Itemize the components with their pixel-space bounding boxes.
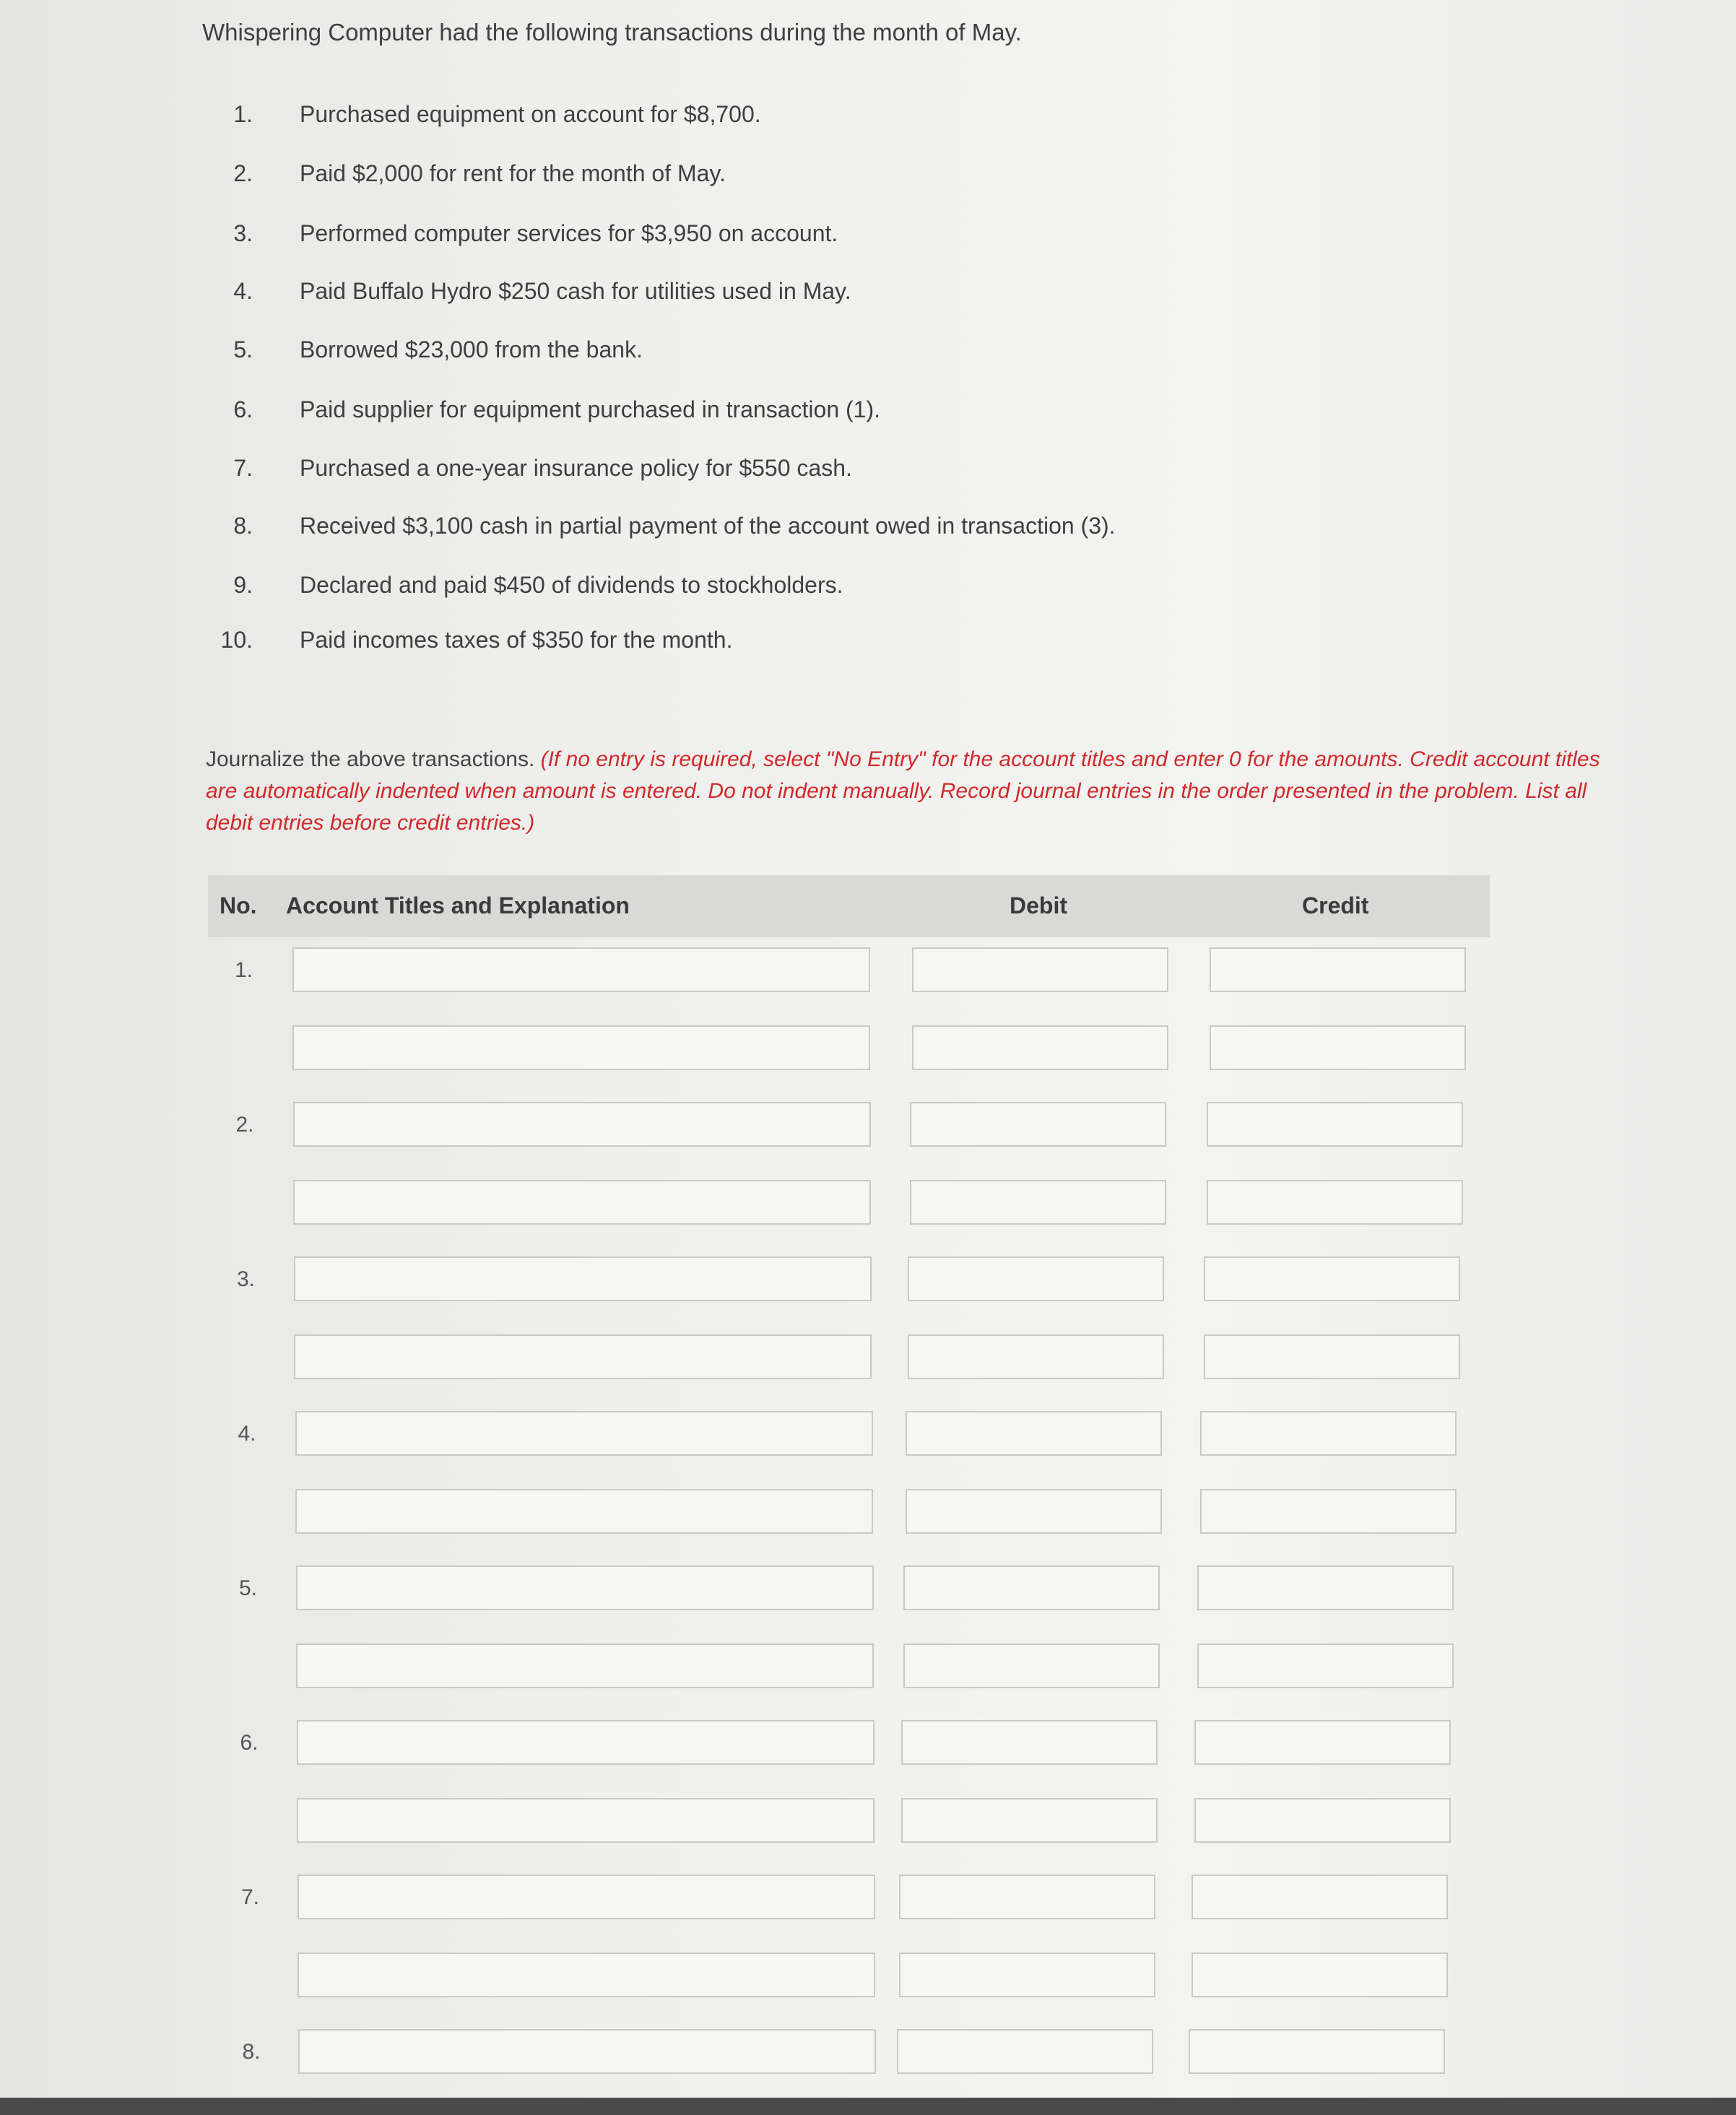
account-title-input[interactable] (298, 1875, 875, 1919)
debit-input[interactable] (899, 1875, 1155, 1919)
account-title-input[interactable] (296, 1565, 874, 1610)
entry-number: 1. (234, 958, 253, 982)
account-title-input[interactable] (295, 1411, 873, 1456)
header-credit: Credit (1302, 893, 1369, 918)
transaction-description: Paid Buffalo Hydro $250 cash for utilities used in May. (300, 278, 851, 304)
debit-input[interactable] (910, 1102, 1166, 1147)
debit-input[interactable] (906, 1411, 1162, 1456)
bottom-bar (0, 2098, 1736, 2115)
transaction-number: 3. (233, 220, 253, 246)
transaction-number: 6. (233, 396, 253, 422)
account-title-input[interactable] (293, 1102, 871, 1147)
account-title-input[interactable] (297, 1720, 874, 1765)
header-debit: Debit (1010, 893, 1067, 918)
credit-input[interactable] (1192, 1875, 1448, 1919)
credit-input[interactable] (1210, 947, 1466, 992)
instructions-note: (If no entry is required, select "No Entry" for the account titles and enter 0 for the amounts. Credit account titles are automatically indented when amount is entered. Do not indent manually. Record journal entries in the order presented in the problem. List all debit entries before credit entries.) (206, 747, 1600, 835)
transaction-number: 7. (233, 455, 253, 481)
transaction-description: Borrowed $23,000 from the bank. (300, 336, 643, 362)
transaction-number: 9. (233, 572, 253, 598)
instructions (206, 744, 1621, 839)
debit-input[interactable] (912, 1025, 1168, 1070)
journal-table-header (208, 875, 1490, 937)
entry-number: 3. (236, 1267, 255, 1291)
transaction-description: Performed computer services for $3,950 on account. (300, 220, 838, 246)
account-title-input[interactable] (296, 1643, 874, 1688)
credit-input[interactable] (1189, 2029, 1445, 2074)
credit-input[interactable] (1207, 1180, 1463, 1225)
credit-input[interactable] (1197, 1565, 1454, 1610)
credit-input[interactable] (1192, 1953, 1448, 1997)
credit-input[interactable] (1194, 1798, 1451, 1843)
instructions-lead: Journalize the above transactions. (206, 747, 541, 771)
debit-input[interactable] (910, 1180, 1166, 1225)
debit-input[interactable] (908, 1334, 1164, 1379)
transaction-description: Paid supplier for equipment purchased in transaction (1). (300, 396, 880, 422)
transaction-number: 2. (233, 160, 253, 186)
problem-intro: Whispering Computer had the following transactions during the month of May. (202, 19, 1022, 45)
entry-number: 6. (240, 1731, 259, 1755)
credit-input[interactable] (1204, 1334, 1460, 1379)
transaction-number: 1. (233, 101, 253, 127)
account-title-input[interactable] (295, 1489, 873, 1534)
transaction-number: 4. (233, 278, 253, 304)
account-title-input[interactable] (293, 1180, 871, 1225)
transaction-description: Purchased a one-year insurance policy for $550 cash. (300, 455, 852, 481)
transaction-description: Received $3,100 cash in partial payment of the account owed in transaction (3). (300, 513, 1116, 539)
credit-input[interactable] (1207, 1102, 1463, 1147)
transaction-description: Declared and paid $450 of dividends to stockholders. (300, 572, 843, 598)
debit-input[interactable] (906, 1489, 1162, 1534)
credit-input[interactable] (1197, 1643, 1454, 1688)
debit-input[interactable] (897, 2029, 1153, 2074)
transaction-description: Purchased equipment on account for $8,700. (300, 101, 761, 127)
transaction-number: 5. (233, 336, 253, 362)
account-title-input[interactable] (292, 947, 870, 992)
account-title-input[interactable] (292, 1025, 870, 1070)
credit-input[interactable] (1204, 1256, 1460, 1301)
transaction-description: Paid $2,000 for rent for the month of May. (300, 160, 726, 186)
debit-input[interactable] (901, 1798, 1158, 1843)
credit-input[interactable] (1210, 1025, 1466, 1070)
transaction-number: 10. (220, 627, 253, 653)
credit-input[interactable] (1194, 1720, 1451, 1765)
debit-input[interactable] (908, 1256, 1164, 1301)
debit-input[interactable] (899, 1953, 1155, 1997)
entry-number: 4. (238, 1422, 256, 1446)
credit-input[interactable] (1200, 1489, 1457, 1534)
header-no: No. (220, 893, 257, 918)
debit-input[interactable] (903, 1643, 1160, 1688)
header-account-titles: Account Titles and Explanation (286, 893, 630, 918)
entry-number: 2. (235, 1113, 254, 1137)
debit-input[interactable] (912, 947, 1168, 992)
account-title-input[interactable] (294, 1334, 872, 1379)
account-title-input[interactable] (294, 1256, 872, 1301)
entry-number: 8. (242, 2040, 261, 2064)
debit-input[interactable] (901, 1720, 1158, 1765)
entry-number: 7. (240, 1885, 259, 1909)
transaction-description: Paid incomes taxes of $350 for the month. (300, 627, 733, 653)
entry-number: 5. (238, 1576, 257, 1600)
account-title-input[interactable] (297, 1798, 874, 1843)
transaction-number: 8. (233, 513, 253, 539)
account-title-input[interactable] (298, 1953, 875, 1997)
debit-input[interactable] (903, 1565, 1160, 1610)
account-title-input[interactable] (298, 2029, 876, 2074)
credit-input[interactable] (1200, 1411, 1457, 1456)
